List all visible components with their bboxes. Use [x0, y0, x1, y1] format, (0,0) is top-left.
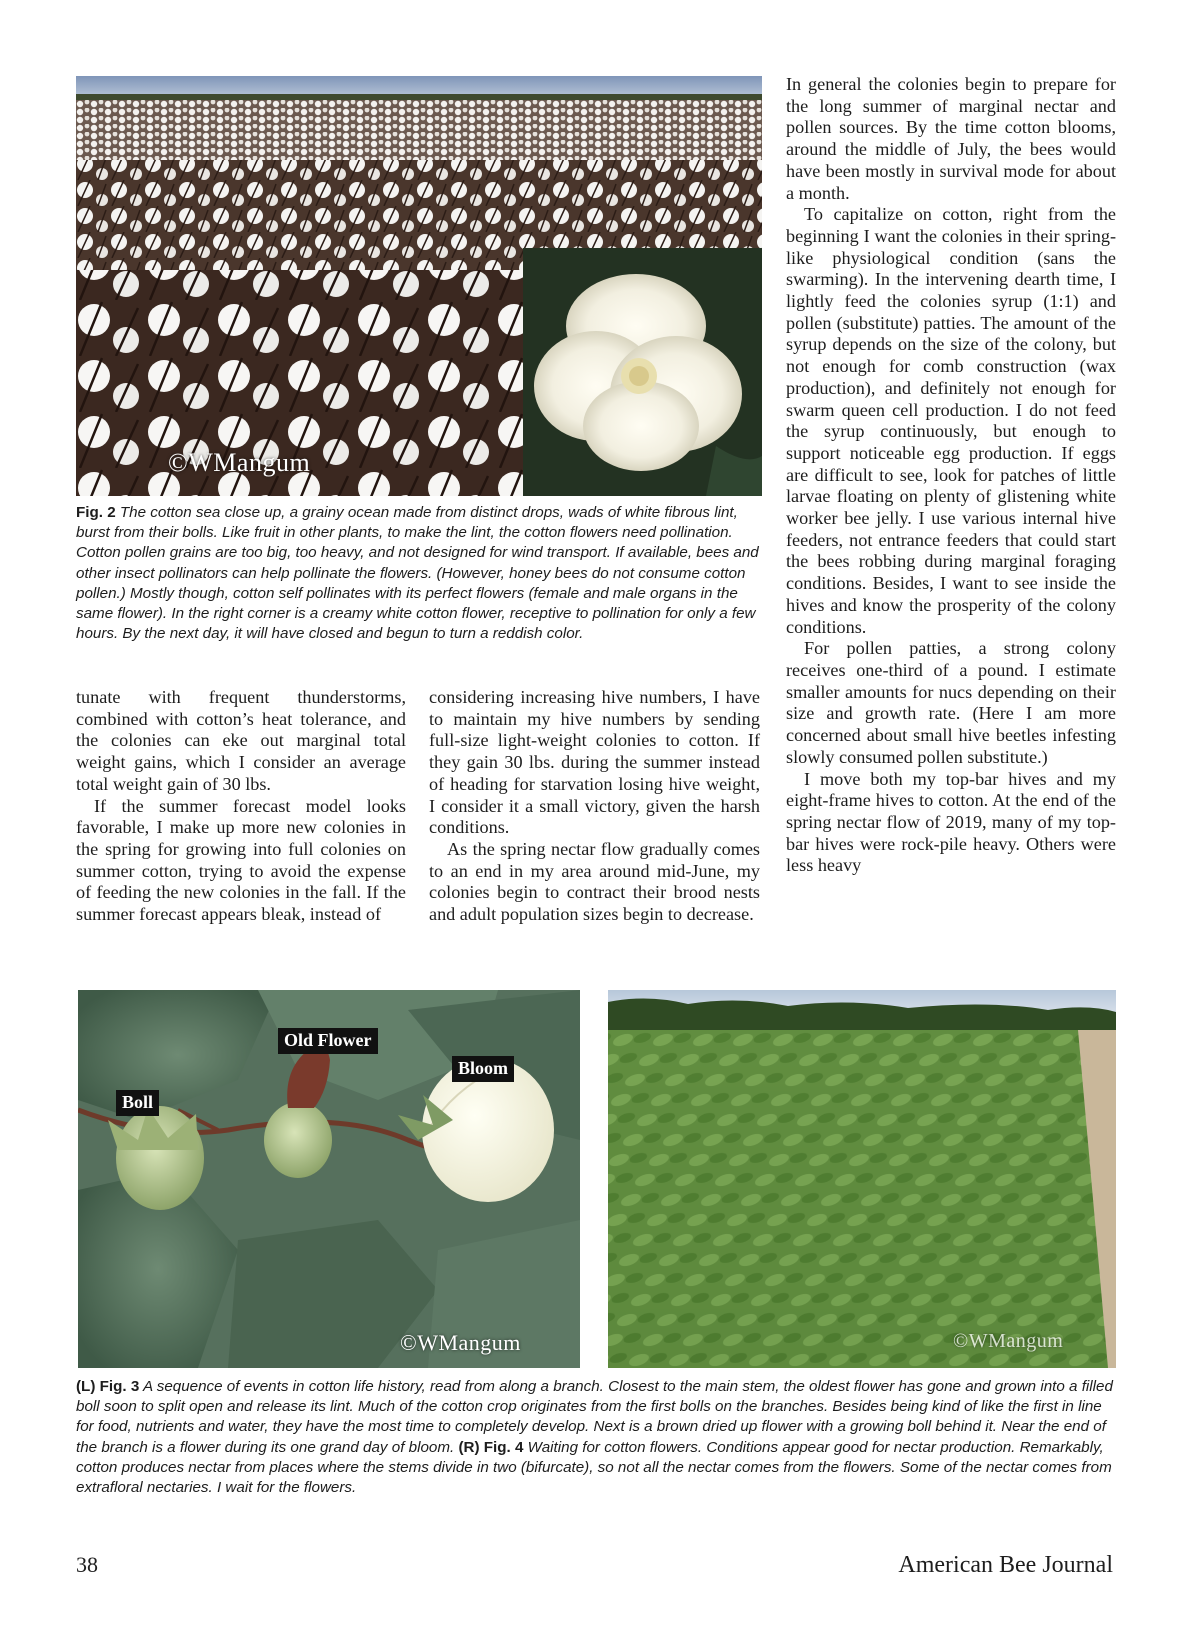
fig4-caption-label: (R) Fig. 4 — [458, 1438, 524, 1456]
fig2-caption-text: The cotton sea close up, a grainy ocean made from distinct drops, wads of white fibrous lint, burst from their bolls. Like fruit in other plants, to make the lint, the cotton flowers need pollination. Cotton pollen grains are too big, too heavy, and not designed for wind transport. If available, bees and other insect pollinators can help pollinate the flowers. (However, honey bees do not consume cotton pollen.) Mostly though, cotton self pollinates with its perfect flowers (female and male organs in the same flower). In the right corner is a creamy white cotton flower, receptive to pollination for only a few hours. By the next day, it will have closed and begun to turn a reddish color. — [76, 504, 759, 643]
label-bloom: Bloom — [452, 1056, 514, 1082]
fig3-watermark: ©WMangum — [400, 1330, 521, 1355]
cotton-flower-inset — [523, 248, 762, 496]
fig3-fig4-caption — [76, 1377, 1118, 1498]
fig3-caption-label: (L) Fig. 3 — [76, 1378, 140, 1395]
paragraph: In general the colonies begin to prepare for the long summer of marginal nectar and pollen sources. By the time cotton blooms, around the middle of July, the bees would have been mostly in survival mode for about a month. — [786, 74, 1116, 203]
fig4-caption-text: Waiting for cotton flowers. Conditions appear good for nectar production. Remarkably, cotton produces nectar from places where the stems divide in two (bifurcate), so not all the nectar comes from the flowers. Some of the nectar comes from extrafloral nectaries. I wait for the flowers. — [76, 1438, 1112, 1497]
publication-name: American Bee Journal — [898, 1552, 1113, 1578]
paragraph: As the spring nectar flow gradually comes to an end in my area around mid-June, my colonies begin to contract their brood nests and adult population sizes begin to decrease. — [429, 838, 760, 925]
fig2-caption — [76, 503, 762, 644]
fig2-caption-label: Fig. 2 — [76, 504, 116, 521]
paragraph: To capitalize on cotton, right from the beginning I want the colonies in their spring-like physiological condition (sans the swarming). In the intervening dearth time, I lightly feed the colonies syrup (1:1) and pollen (substitute) patties. The amount of the syrup depends on the size of the colony, but not enough for comb construction (wax production), and definitely not enough for swarm queen cell production. I do not feed the syrup continuously, but enough to support noticeable egg production. If eggs are difficult to see, look for patches of little larvae floating on plenty of glistening white worker bee jelly. I use various internal hive feeders, not entrance feeders that could start the bees robbing during marginal foraging conditions. Besides, I want to see inside the hives and know the prosperity of the colony conditions. — [786, 204, 1116, 637]
body-column-middle — [429, 687, 760, 926]
paragraph: If the summer forecast model looks favorable, I make up more new colonies in the spring for growing into full colonies on summer cotton, trying to avoid the expense of feeding the new colonies in the fall. If the summer forecast appears bleak, instead of — [76, 795, 406, 925]
label-old-flower: Old Flower — [278, 1028, 378, 1054]
body-column-left — [76, 687, 406, 926]
fig3-caption-text: A sequence of events in cotton life history, read from along a branch. Closest to the main stem, the oldest flower has gone and grown into a filled boll soon to split open and release its lint. Much of the cotton crop originates from the first bolls on the branches. Besides being kind of like the first in line for food, nutrients and water, they have the most time to completely develop. Next is a brown dried up flower with a growing boll behind it. Near the end of the branch is a flower during its one grand day of bloom. — [76, 1378, 1113, 1456]
label-boll: Boll — [116, 1090, 159, 1116]
paragraph: considering increasing hive numbers, I have to maintain my hive numbers by sending full-size light-weight colonies to cotton. If they gain 30 lbs. during the summer instead of heading for starvation losing hive weight, I consider it a small victory, given the harsh conditions. — [429, 687, 760, 838]
cotton-field-image — [76, 76, 762, 496]
fig2-watermark: ©WMangum — [168, 448, 311, 477]
paragraph: For pollen patties, a strong colony receives one-third of a pound. I estimate smaller amounts for nucs depending on their size and growth rate. (Here I am more concerned about small hive beetles infesting slowly consumed pollen substitute.) — [786, 638, 1116, 767]
fig4-cotton-field-photo — [608, 990, 1116, 1368]
paragraph: I move both my top-bar hives and my eight-frame hives to cotton. At the end of the spring nectar flow of 2019, many of my top-bar hives were rock-pile heavy. Others were less heavy — [786, 768, 1116, 876]
fig3-cotton-branch-photo — [78, 990, 580, 1368]
fig4-watermark: ©WMangum — [953, 1330, 1064, 1352]
paragraph: tunate with frequent thunderstorms, combined with cotton’s heat tolerance, and the colonies can eke out marginal total weight gains, which I consider an average total weight gain of 30 lbs. — [76, 687, 406, 794]
page-number: 38 — [76, 1552, 98, 1577]
fig2-cotton-field-photo — [76, 76, 762, 496]
body-column-right — [786, 74, 1116, 877]
green-field-image — [608, 990, 1116, 1368]
